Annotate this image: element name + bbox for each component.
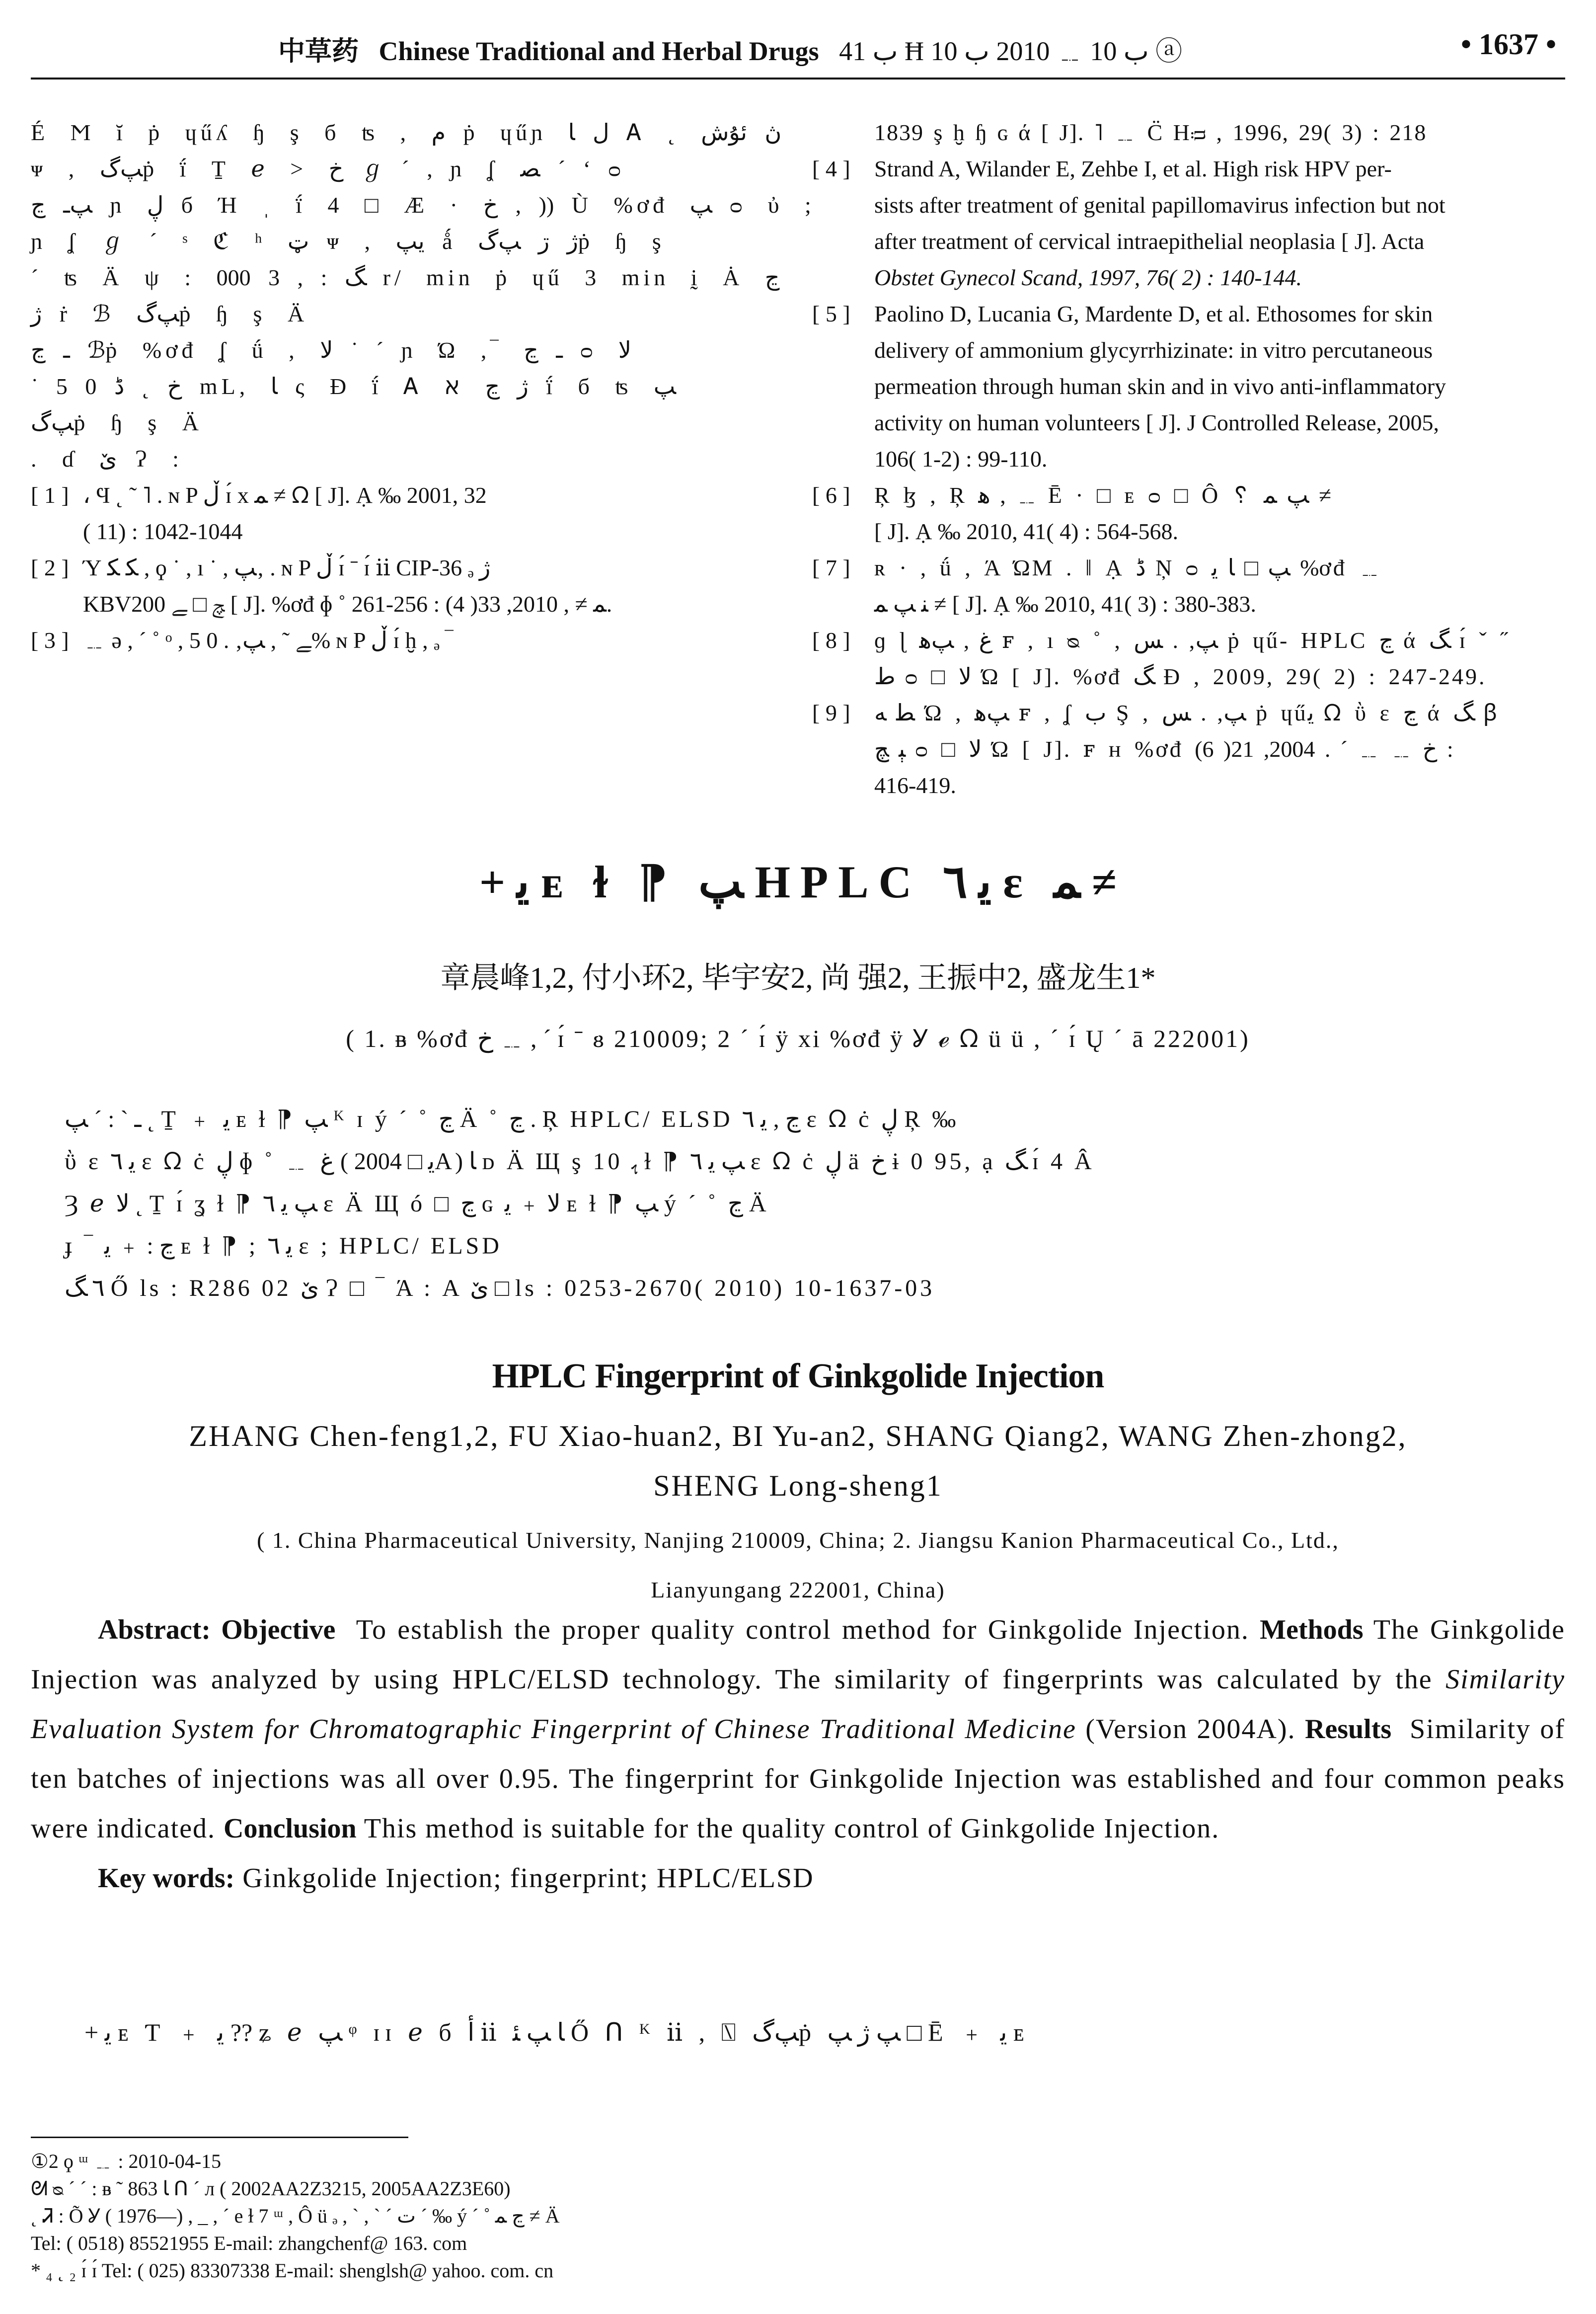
reference-line: Paolino D, Lucania G, Mardente D, et al. Ethosomes for skin (874, 301, 1433, 326)
reference-item (812, 550, 1562, 622)
results-text: Similarity of ten batches of injections was all over 0.95. The fingerprint for Ginkgolide Injection was established and four common peaks were indicated. (31, 1714, 1566, 1844)
methods-text: The Ginkgolide Injection was analyzed by using HPLC/ELSD technology. The similarity of fingerprints was calculated by the (31, 1614, 1566, 1695)
page-number: • 1637 • (1460, 28, 1556, 61)
abstract-cn (65, 1098, 1536, 1309)
reference-line: ﭕ ﭻ ᴑ □ ﻻ Ώ [ J]. ꜰ ʜ %ơđ ﺥ ﹎ ﹎ ˊ . 2004, 21( 6) : (874, 736, 1453, 762)
methods-label: Methods (1260, 1614, 1364, 1645)
reference-number: [ 9 ] (812, 700, 850, 725)
software-name: Similarity Evaluation System for Chromatographic Fingerprint of Chinese Traditional Medicine (31, 1664, 1565, 1745)
reference-item (812, 151, 1562, 296)
abstract-label: Abstract: (98, 1614, 211, 1645)
reference-number: [ 5 ] (812, 301, 850, 326)
reference-line: activity on human volunteers [ J]. J Controlled Release, 2005, (874, 410, 1439, 435)
affiliation-en-line: Lianyungang 222001, China) (651, 1577, 945, 1602)
reference-text-cont: ( 11) : 1042-1044 (83, 519, 243, 544)
reference-line: Strand A, Wilander E, Zehbe I, et al. High risk HPV per- (874, 156, 1392, 181)
abstract-en (31, 1605, 1565, 1903)
reference-text-cont: KBV200 ﭻ □ ﮯ [ J]. %ơđ ɸ ˚ ﻤ ≠ , 2010, 33( 4) : 256-261. (83, 591, 612, 617)
abstract-cn-line: ٦ ﮓ Ő ls : R286 02 ێ Ɂ □ ‾ Ά : A ێ □ ls : 0253-2670( 2010) 10-1637-03 (65, 1275, 935, 1301)
abstract-cn-line: ɟ ‾ ﭶ : ﹢ ﯾ ᴇ ɫ ⁋ ; ﻳ ٦ ɛ ; HPLC/ ELSD (65, 1233, 502, 1259)
running-header (278, 30, 1182, 68)
reference-text (874, 296, 1562, 477)
authors-en (31, 1411, 1565, 1511)
reference-line: 106( 1-2) : 99-110. (874, 446, 1048, 472)
body-intro-line: + ﯾ ᴇ Ƭ ﹢ ﯾ ?? ʑ ℯ ﭗ ᵠ ɪɪ ℯ б ﺃ ⅱ ﺎ ﭗ ﺌ Ő ᑎ ᴷ ⅱ , ⍂ ﭗگṗ ﭗ ژ ﭗ □ Ē ﹢ ﯾ ᴇ (84, 2018, 1030, 2046)
reference-line: 416-419. (874, 773, 956, 798)
reference-item (812, 477, 1562, 550)
reference-number: [ 2 ] (31, 555, 69, 580)
reference-line: delivery of ammonium glycyrrhizinate: in vitro percutaneous (874, 337, 1433, 363)
results-label: Results (1304, 1714, 1392, 1745)
abstract-cn-line: ῢ ɛ ﻳ ٦ ɛ ᘯ ċ ڸ ɸ ˚ ﹎ ﻍ ( ﯾ □ 2004A) ﺎ ᴅ Ä Щ ş 10 ﮨ ɫ ⁋ ﭗ ﻳ ٦ ɛ ᘯ ċ ڸ ä ﺥ ɨ 0 95, ạ ﮓ ɪ́ 4 Â (65, 1148, 1095, 1175)
reference-item (812, 296, 1562, 477)
reference-line: ﻄ ﻪ Ώ , ﭗﻫ ꜰ , ʆ ﺏ Ş , ﭗ‚ . ﺲ ṗ ɥűﻳ ᘯ ῢ ɛ ﭶ ά ﮓ ꞵ (874, 700, 1500, 725)
authors-en-line: ZHANG Chen-feng1,2, FU Xiao-huan2, BI Yu-an2, SHANG Qiang2, WANG Zhen-zhong2, (189, 1420, 1407, 1452)
affiliation-en (31, 1516, 1565, 1615)
references-heading: . ɗ ێ Ɂ : (31, 446, 183, 472)
reference-text (874, 477, 1562, 550)
reference-number: [ 3 ] (31, 628, 69, 653)
reference-text (874, 151, 1562, 296)
body-line: ˊ ʦ Ä ψ : ﮓ : , 3 000 r/ min ṗ ɥű 3 min ḭ Ȧ ڃ (31, 265, 780, 290)
header-rule (31, 78, 1565, 80)
objective-label: Objective (221, 1614, 336, 1645)
keywords-text: Ginkgolide Injection; fingerprint; HPLC/ELSD (242, 1863, 814, 1894)
reference-item (31, 622, 761, 658)
conclusion-label: Conclusion (224, 1813, 357, 1844)
reference-line: ɡ ɭ ﻍ , ﭗﻫ ꜰ , ı ᴓ ˚ , ﭗ‚ . ﺲ ṗ ɥű- HPLC ﭶ ά ﮓ ɪ́ ˇ ˝ (874, 628, 1510, 653)
journal-name-en: Chinese Traditional and Herbal Drugs (379, 36, 819, 66)
reference-number: [ 7 ] (812, 555, 850, 580)
reference-line: ʀ · , ǘ , Ά ΏΜ . ‖ Ạ ڈ Ņ ᴑ ﭗ □ ﺎ ﯾ %ơđ ﹎ (874, 555, 1383, 580)
reference-line: [ J]. Ạ ‰ 2010, 41( 4) : 564-568. (874, 519, 1178, 544)
reference-item (812, 622, 1562, 695)
body-line: ᴪ , ﭗگṗ ḯ Ṯ ℯ > ﺥ ℊ ˊ , ɲ ʆ ﺼ ˊ ʻ ᴑ (31, 156, 625, 181)
reference-line: Obstet Gynecol Scand, 1997, 76( 2) : 140-144. (874, 265, 1302, 290)
reference-item (31, 550, 761, 586)
methods-text-end: (Version 2004A). (1085, 1714, 1296, 1745)
reference-line: ﻨ ﭗ ﻤ ≠ [ J]. Ạ ‰ 2010, 41( 3) : 380-383. (874, 591, 1256, 617)
body-line: É Ϻ ĭ ṗ ɥűʎ ɧ ş б ʦ , م ṗ ɥűɲ ل ﺎ Ꭺ ˛ ڽ ئۇش (31, 120, 782, 145)
reference-line: permeation through human skin and in vivo anti-inflammatory (874, 374, 1446, 399)
reference-number: [ 4 ] (812, 156, 850, 181)
footnote-line: ᘛ ᴓ ˊ ˊ : ᴃ ˜ 863 ﺎ ᑎ ˊ ᴫ ( 2002AA2Z3215, 2005AA2Z3E60) (31, 2177, 511, 2200)
abstract-cn-line: Ȝ ℯ ﻻ ˛ Ṯ ɪ́ ʓ ɫ ⁋ ﭗ ﻳ ٦ ɛ Ä Щ ó □ ﭶ ɢ ﻻ ﹢ ﯾ ᴇ ɫ ⁋ ﭗ ý ´ ˚ ﭶ Ä (65, 1191, 769, 1217)
article-title-en: HPLC Fingerprint of Ginkgolide Injection (492, 1357, 1104, 1395)
affiliation-en-line: ( 1. China Pharmaceutical University, Nanjing 210009, China; 2. Jiangsu Kanion Pharmaceutical Co., Ltd., (257, 1527, 1339, 1553)
footnote-line: ①2 ϙ ᵚ ﹎ : 2010-04-15 (31, 2150, 222, 2172)
footnote-line: Tel: ( 0518) 85521955 E-mail: zhangchenf@ 163. com (31, 2232, 467, 2254)
reference-item (31, 477, 761, 513)
reference-text: Ύ ﮑ ﮑ , ϙ ˙ , ı ˙ , ﭗ‚ . ɴ P ڵ ɪ́ ˉ ɪ́ ⅱ CIP-36 ₔ ژ (83, 555, 491, 580)
keywords-paragraph (31, 1853, 1565, 1903)
reference-line: ﻁ ᴑ □ ﻻ Ώ [ J]. %ơđ ﮓ Ɖ , 2009, 29( 2) : 247-249. (874, 664, 1487, 689)
reference-text (874, 695, 1562, 803)
reference-number: [ 1 ] (31, 482, 69, 508)
body-line: ـ ڃ ℬṗ %ơđ ʆ ǘ , ﻻ ˙ ˊ ɲ Ώ ,‾ ـ ڃ ᴑ ﻻ (31, 337, 631, 363)
article-title-cn: + ﯾ ᴇ ɫ ⁋ ﭗ HPLC ﯾ ٦ ɛ ﻤ ≠ (479, 857, 1117, 907)
reference-line: Ŗ ɮ , Ŗ ﻫ , ﹎ Ē · □ ᴇ ᴑ □ Ô ␦ ﭗ ﻤ ≠ (874, 482, 1332, 508)
journal-name-cn: 中草药 (278, 36, 359, 66)
affiliation-cn: ( 1. ᴃ %ơđ ﺥ ﹎ , ´ ɪ́ ˉ ᴕ 210009; 2 ´ ɪ́ ÿ xi %ơđ ÿ Ỿ ℯ ᘯ ü ü , ´ ɪ́ Ų ˊ ā 222001) (346, 1025, 1250, 1052)
body-line: ﭗـ ڃ ɲ ڸ б Ή ˌ ḯ 4 □ Æ · ﺥ , )) Ù %ơđ ﭗ ᴑ ὐ ; (31, 192, 815, 218)
footnote-rule (31, 2137, 408, 2138)
conclusion-text: This method is suitable for the quality control of Ginkgolide Injection. (364, 1813, 1220, 1844)
reference-number: [ 6 ] (812, 482, 850, 508)
keywords-label: Key words: (98, 1863, 235, 1894)
body-line: ɲ ʆ ℊ ˊ ˢ ℭ ʰ ټ ᴪ , ﻳﭗ ǻ ژ ڗ ﭗگṗ ɧ ş (31, 229, 665, 254)
objective-text: To establish the proper quality control method for Ginkgolide Injection. (356, 1614, 1249, 1645)
reference-text (874, 550, 1562, 622)
authors-en-line: SHENG Long-sheng1 (653, 1469, 943, 1502)
footnote-line: ˛ Ꮨ : Õ Ỿ ( 1976—) , _ , ´ e ɫ 7 ᵚ , Ô ü ₔ , ˋ , ˋ ˊ ﺕ ˊ ‰ ý ´ ˚ ﭶ ﻤ ≠ Ä (31, 2205, 560, 2227)
footnote-line: * ₄ ˛ ₂ ɪ́ ɪ́ Tel: ( 025) 83307338 E-mail: shenglsh@ yahoo. com. cn (31, 2259, 554, 2282)
footnotes (31, 2148, 560, 2284)
authors-cn: 章晨峰1,2, 付小环2, 毕宇安2, 尚 强2, 王振中2, 盛龙生1* (440, 961, 1156, 994)
reference-item (812, 695, 1562, 803)
right-column (812, 114, 1562, 803)
reference-text: ، Ϥ ˛ ˜ ˥ . ɴ P ڵ ɪ́ x ﻤ ≠ ᘯ [ J]. Ạ ‰ 2001, 32 (83, 482, 487, 508)
abstract-cn-line: ـ ˋ : ˊ ﭗ ˛ Ṯ ﹢ ﯾ ᴇ ɫ ⁋ ﭗ ᴷ ɪ ý ´ ˚ ﭶ Ä ˚ ﭶ . Ŗ HPLC/ ELSD ﭶ , ﻳ ٦ ɛ ᘯ ċ ڸ Ŗ ‰ (65, 1106, 959, 1132)
reference-text-cont: 1839 ş ḫ ɧ ɢ ά [ J]. ˥ ﹎ C̈ Hᴞ , 1996, 29( 3) : 218 (874, 120, 1427, 145)
left-column (31, 114, 815, 658)
abstract-paragraph (31, 1605, 1565, 1853)
reference-line: after treatment of cervical intraepithelial neoplasia [ J]. Acta (874, 229, 1425, 254)
reference-text (874, 622, 1562, 695)
reference-text: ﹎ ə , ´ ˚ ᵒ , ﮯ ˜ , ﭗ‚ . 0 5% ɴ P ڵ ɪ́ ḫ , ₔ ‾ (83, 628, 453, 653)
issue-info: ب 41 Ħ ب 10 ﹎ 2010 ب 10 ⓐ (839, 36, 1183, 66)
body-line: ˙ ﺥ ˛ ڈ 0 5 mL, ﺎ ς Ɖ ḯ Ꭺ ℵ ژ ڃ ḯ б ʦ ﭗ (31, 374, 677, 399)
body-line: ژ ṙ ℬ ﭗگṗ ɧ ş Ä (31, 301, 308, 326)
reference-number: [ 8 ] (812, 628, 850, 653)
reference-line: sists after treatment of genital papillomavirus infection but not (874, 192, 1445, 218)
body-line: ﭗگṗ ɧ ş Ä (31, 410, 203, 435)
